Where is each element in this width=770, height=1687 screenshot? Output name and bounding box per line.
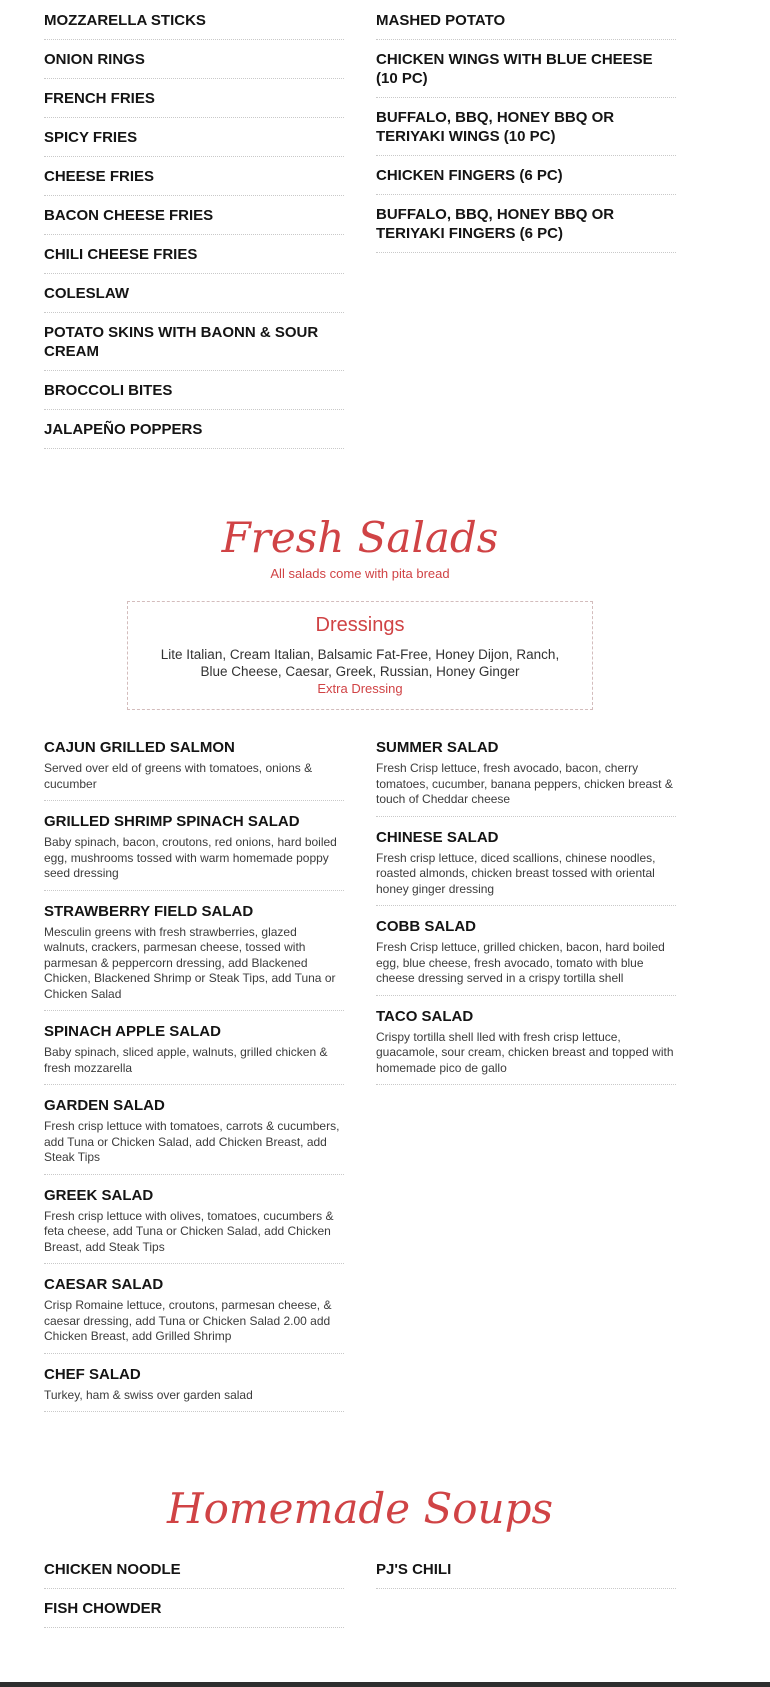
- menu-item-name: CHINESE SALAD: [376, 828, 499, 846]
- menu-item-description: Turkey, ham & swiss over garden salad: [44, 1387, 253, 1402]
- dressings-title: Dressings: [315, 614, 405, 636]
- menu-item: [44, 1559, 344, 1589]
- menu-item-name: COBB SALAD: [376, 918, 476, 935]
- menu-item: [376, 10, 676, 40]
- menu-item-name: SPICY FRIES: [44, 129, 138, 146]
- menu-item-description: Fresh Crisp lettuce, grilled chicken, bacon, hard boiled egg, blue cheese, fresh avocado, tomato with blue cheese dressing served in a crispy tortilla shell: [376, 940, 665, 985]
- appetizers-right-column: [376, 10, 676, 458]
- menu-item: [376, 165, 676, 195]
- fresh-salads-header: [44, 514, 676, 581]
- menu-item: [376, 828, 676, 907]
- menu-item-name: CHICKEN FINGERS (6 PC): [376, 167, 563, 184]
- menu-item-description: Fresh crisp lettuce with tomatoes, carrots & cucumbers, add Tuna or Chicken Salad, add Chicken Breast, add Steak Tips: [44, 1119, 340, 1164]
- salads-right-column: [376, 738, 676, 1423]
- menu-item-name: TACO SALAD: [376, 1007, 474, 1025]
- salads-left-column: [44, 738, 344, 1423]
- menu-item-name: FRENCH FRIES: [44, 90, 155, 107]
- menu-item: [44, 1096, 344, 1175]
- menu-item: [44, 738, 344, 801]
- menu-item-description: Fresh crisp lettuce, diced scallions, chinese noodles, roasted almonds, chicken breast tossed with oriental honey ginger dressing: [376, 850, 656, 896]
- menu-item-name: CHEESE FRIES: [44, 168, 155, 185]
- menu-item-description: Baby spinach, bacon, croutons, red onions, hard boiled egg, mushrooms tossed with warm homemade poppy seed dressing: [44, 835, 337, 880]
- menu-item-description: Crispy tortilla shell lled with fresh crisp lettuce, guacamole, sour cream, chicken breast and topped with homemade pico de gallo: [376, 1029, 674, 1075]
- menu-item: [44, 1186, 344, 1265]
- dressings-extra: Extra Dressing: [317, 681, 403, 696]
- appetizers-left-column: [44, 10, 344, 458]
- menu-item-name: PJ'S CHILI: [376, 1561, 452, 1578]
- menu-item: [44, 1365, 344, 1413]
- menu-page: [44, 0, 676, 1637]
- menu-item-description: Crisp Romaine lettuce, croutons, parmesan cheese, & caesar dressing, add Tuna or Chicken Salad 2.00 add Chicken Breast, add Grilled Shrimp: [44, 1298, 332, 1343]
- menu-item: [376, 917, 676, 996]
- menu-item-name: POTATO SKINS WITH BAONN & SOUR CREAM: [44, 324, 319, 360]
- menu-item: [44, 322, 344, 371]
- menu-item: [376, 107, 676, 156]
- menu-item-name: GRILLED SHRIMP SPINACH SALAD: [44, 813, 300, 830]
- fresh-salads-heading: Fresh Salads: [221, 513, 499, 562]
- menu-item: [44, 419, 344, 449]
- menu-item-description: Served over eld of greens with tomatoes, onions & cucumber: [44, 761, 313, 791]
- menu-item-name: BROCCOLI BITES: [44, 382, 173, 399]
- soups-left-column: [44, 1559, 344, 1637]
- menu-item: [44, 127, 344, 157]
- menu-item-name: GARDEN SALAD: [44, 1097, 165, 1114]
- menu-item-name: COLESLAW: [44, 285, 129, 302]
- fresh-salads-subtitle: All salads come with pita bread: [270, 566, 450, 581]
- menu-item-description: Fresh crisp lettuce with olives, tomatoes, cucumbers & feta cheese, add Tuna or Chicken Salad, add Chicken Breast, add Steak Tips: [44, 1208, 334, 1254]
- menu-item: [44, 10, 344, 40]
- menu-item-name: ONION RINGS: [44, 51, 145, 68]
- menu-item: [44, 812, 344, 891]
- menu-item-description: Mesculin greens with fresh strawberries, glazed walnuts, crackers, parmesan cheese, tossed with parmesan & peppercorn dressing, add Blackened Chicken, Blackened Shrimp or Steak Tips, add Tuna or Chicken Salad: [44, 924, 336, 1001]
- menu-item-name: STRAWBERRY FIELD SALAD: [44, 902, 254, 920]
- menu-item-name: CAJUN GRILLED SALMON: [44, 739, 235, 756]
- menu-item: [376, 49, 676, 98]
- menu-item: [376, 1559, 676, 1589]
- menu-item: [376, 738, 676, 817]
- soups-header: [44, 1485, 676, 1533]
- menu-item-name: CHEF SALAD: [44, 1365, 141, 1383]
- menu-item: [44, 1022, 344, 1085]
- menu-item-name: MASHED POTATO: [376, 12, 506, 29]
- dressings-list: Lite Italian, Cream Italian, Balsamic Fat-Free, Honey Dijon, Ranch, Blue Cheese, Caesar, Greek, Russian, Honey Ginger: [160, 647, 560, 679]
- menu-item: [44, 283, 344, 313]
- menu-item-name: CHICKEN WINGS WITH BLUE CHEESE (10 PC): [376, 51, 653, 87]
- menu-item: [44, 205, 344, 235]
- soups-heading: Homemade Soups: [166, 1484, 554, 1533]
- menu-item: [44, 1598, 344, 1628]
- menu-item-name: SPINACH APPLE SALAD: [44, 1023, 221, 1040]
- soups-section: [44, 1559, 676, 1637]
- menu-item-name: JALAPEÑO POPPERS: [44, 421, 203, 438]
- menu-item: [376, 1007, 676, 1086]
- menu-item-name: SUMMER SALAD: [376, 739, 499, 756]
- dressings-box: [127, 601, 593, 710]
- menu-item: [44, 902, 344, 1012]
- menu-item-name: CAESAR SALAD: [44, 1276, 164, 1293]
- soups-right-column: [376, 1559, 676, 1637]
- footer-bar: [0, 1682, 770, 1687]
- menu-item-description: Fresh Crisp lettuce, fresh avocado, bacon, cherry tomatoes, cucumber, banana peppers, chicken breast & touch of Cheddar cheese: [376, 761, 673, 806]
- menu-item-name: FISH CHOWDER: [44, 1600, 162, 1617]
- menu-item-name: CHICKEN NOODLE: [44, 1561, 181, 1578]
- menu-item: [44, 1275, 344, 1354]
- menu-item: [44, 49, 344, 79]
- menu-item: [44, 88, 344, 118]
- menu-item: [44, 166, 344, 196]
- menu-item-name: MOZZARELLA STICKS: [44, 12, 206, 29]
- menu-item: [376, 204, 676, 253]
- appetizers-section: [44, 10, 676, 458]
- menu-item-name: BUFFALO, BBQ, HONEY BBQ OR TERIYAKI FINGERS (6 PC): [376, 206, 615, 242]
- menu-item: [44, 380, 344, 410]
- menu-item-description: Baby spinach, sliced apple, walnuts, grilled chicken & fresh mozzarella: [44, 1045, 328, 1075]
- menu-item-name: GREEK SALAD: [44, 1186, 154, 1204]
- menu-item-name: BACON CHEESE FRIES: [44, 207, 214, 224]
- menu-item-name: BUFFALO, BBQ, HONEY BBQ OR TERIYAKI WINGS (10 PC): [376, 109, 615, 145]
- menu-item-name: CHILI CHEESE FRIES: [44, 246, 198, 263]
- salads-section: [44, 738, 676, 1423]
- menu-item: [44, 244, 344, 274]
